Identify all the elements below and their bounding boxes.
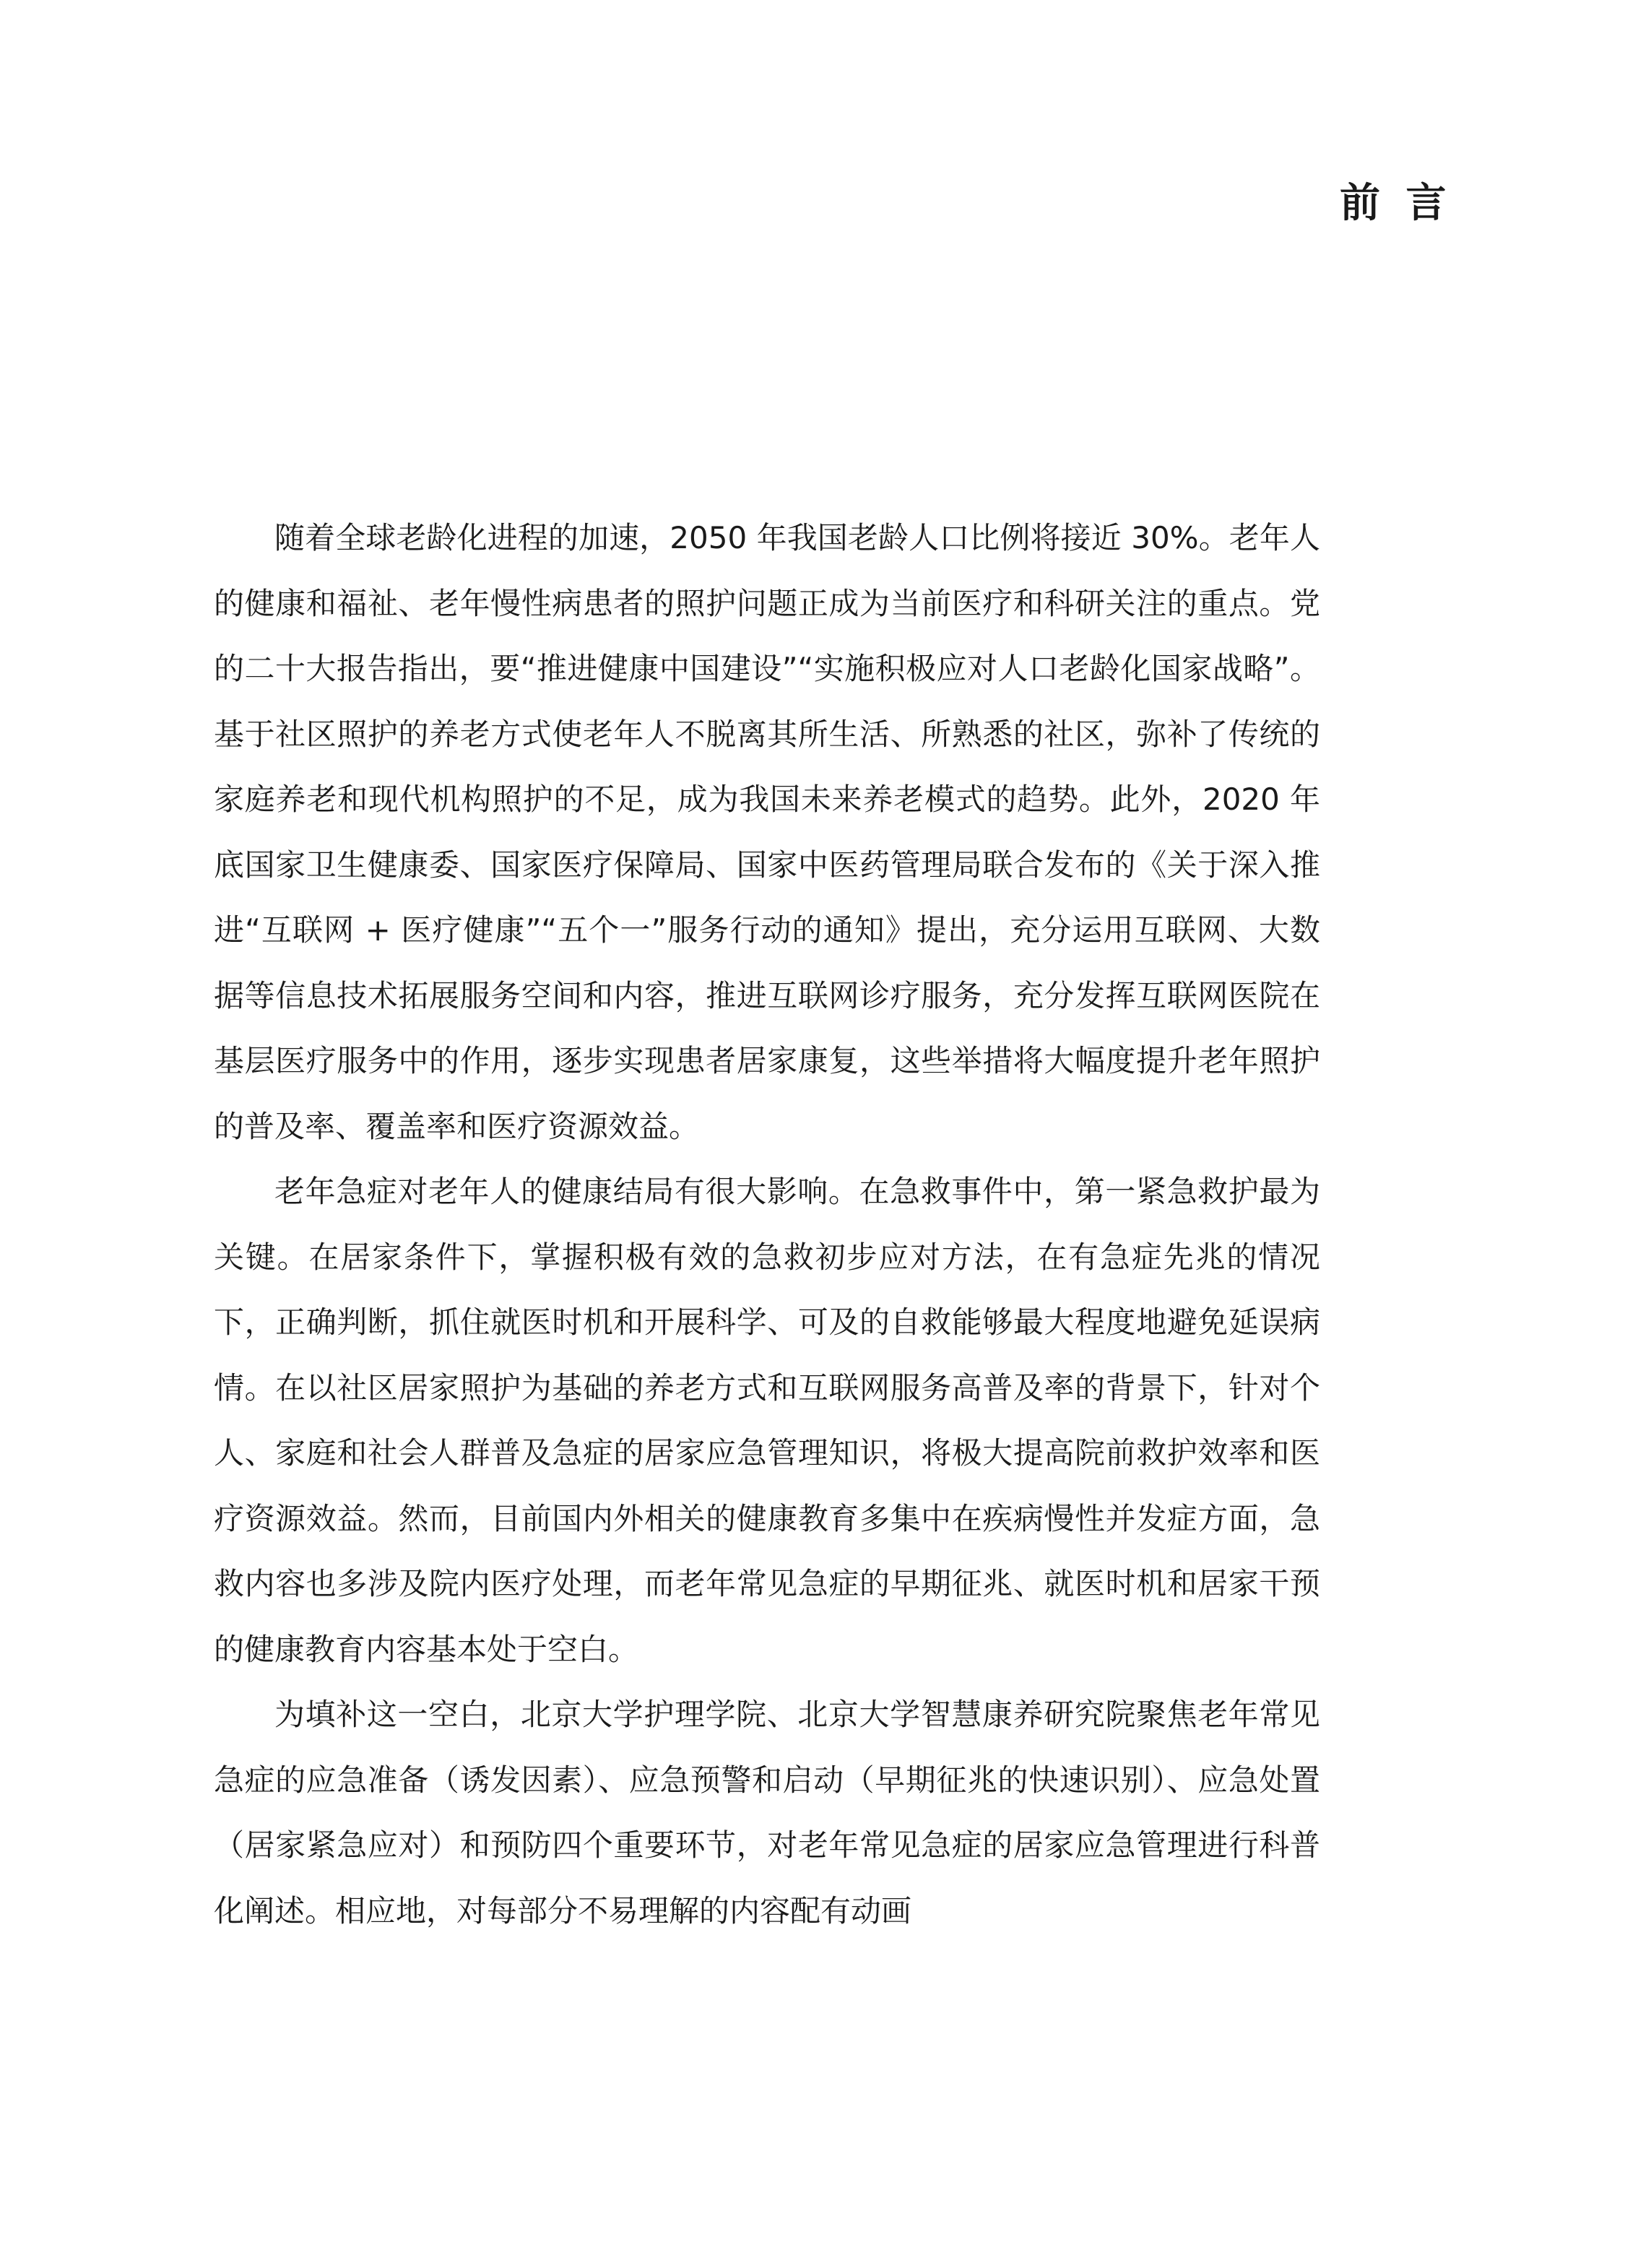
paragraph-1: 随着全球老龄化进程的加速，2050 年我国老龄人口比例将接近 30%。老年人的健康和福祉、老年慢性病患者的照护问题正成为当前医疗和科研关注的重点。党的二十大报告指出，要“推进健康中国建设”“实施积极应对人口老龄化国家战略”。基于社区照护的养老方式使老年人不脱离其所生活、所熟悉的社区，弥补了传统的家庭养老和现代机构照护的不足，成为我国未来养老模式的趋势。此外，2020 年底国家卫生健康委、国家医疗保障局、国家中医药管理局联合发布的《关于深入推进“互联网 + 医疗健康”“五个一”服务行动的通知》提出，充分运用互联网、大数据等信息技术拓展服务空间和内容，推进互联网诊疗服务，充分发挥互联网医院在基层医疗服务中的作用，逐步实现患者居家康复，这些举措将大幅度提升老年照护的普及率、覆盖率和医疗资源效益。 [214, 520, 1320, 1144]
paragraph-2: 老年急症对老年人的健康结局有很大影响。在急救事件中，第一紧急救护最为关键。在居家条件下，掌握积极有效的急救初步应对方法，在有急症先兆的情况下，正确判断，抓住就医时机和开展科学、可及的自救能够最大程度地避免延误病情。在以社区居家照护为基础的养老方式和互联网服务高普及率的背景下，针对个人、家庭和社会人群普及急症的居家应急管理知识，将极大提高院前救护效率和医疗资源效益。然而，目前国内外相关的健康教育多集中在疾病慢性并发症方面，急救内容也多涉及院内医疗处理，而老年常见急症的早期征兆、就医时机和居家干预的健康教育内容基本处于空白。 [214, 1174, 1320, 1667]
preface-body [214, 506, 1320, 1944]
paragraph-3: 为填补这一空白，北京大学护理学院、北京大学智慧康养研究院聚焦老年常见急症的应急准备（诱发因素）、应急预警和启动（早期征兆的快速识别）、应急处置（居家紧急应对）和预防四个重要环节，对老年常见急症的居家应急管理进行科普化阐述。相应地，对每部分不易理解的内容配有动画 [214, 1697, 1320, 1929]
page-title: 前 言 [1340, 179, 1452, 227]
